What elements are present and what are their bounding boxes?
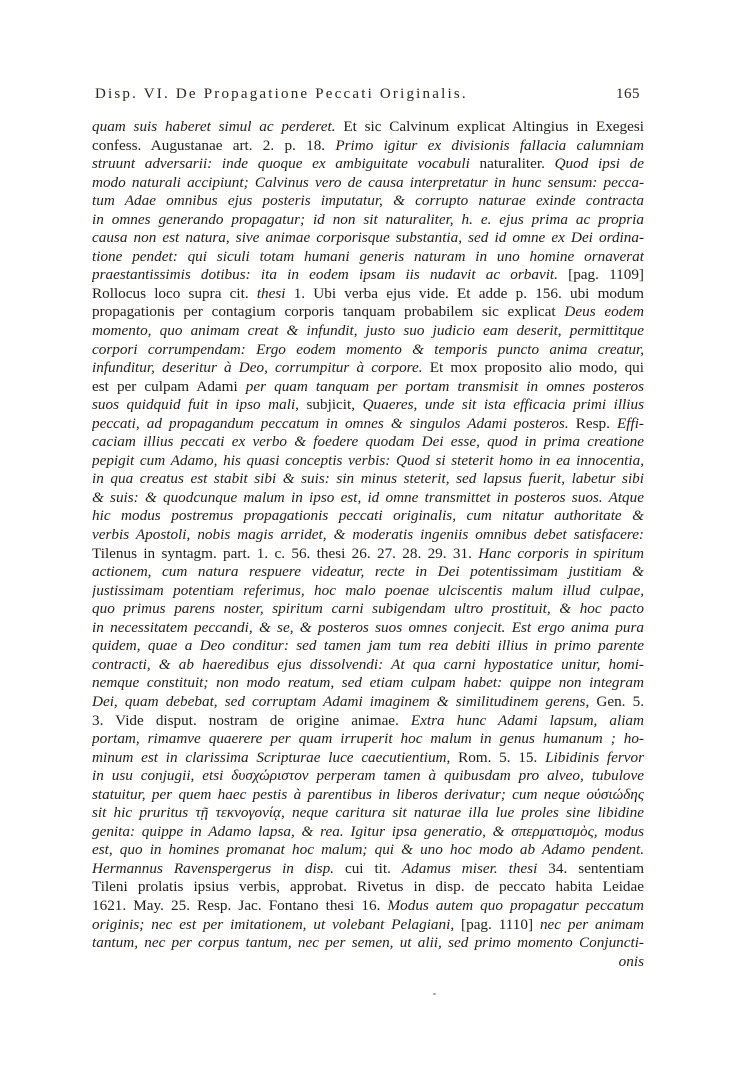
italic-segment: tantum, nec per corpus tantum, nec per semen, ut alii, sed primo momento Conjuncti-: [92, 934, 644, 952]
roman-segment: naturaliter.: [469, 155, 555, 173]
running-head-title: Disp. VI. De Propagatione Peccati Originalis.: [95, 86, 468, 102]
text-line: [92, 192, 644, 211]
text-line: [92, 359, 644, 378]
italic-segment: sit hic pruritus τῇ τεκνογονίᾳ, neque caritura sit naturae illa lue proles sine libidine: [92, 804, 644, 822]
italic-segment: in necessitatem peccandi, & se, & posteros suos omnes conjecit. Est ergo anima pura: [92, 618, 644, 636]
italic-segment: peccati, ad propagandum peccatum in omnes & singulos Adami posteros.: [92, 414, 569, 432]
text-line: [92, 637, 644, 656]
italic-segment: Modus autem quo propagatur peccatum: [387, 896, 644, 914]
text-line: [92, 712, 644, 731]
text-line: [92, 878, 644, 897]
roman-segment: Et sic Calvinum explicat Altingius in Exegesi: [335, 118, 644, 135]
italic-segment: justissimam potentiam referimus, hoc malo poenae ulciscentis malum illud culpae,: [92, 581, 644, 599]
italic-segment: verbis Apostoli, nobis magis arridet, & moderatis ingeniis omnibus debet satisfacere:: [92, 526, 644, 544]
body-text: [92, 118, 644, 971]
italic-segment: Quod ipsi de: [554, 155, 644, 173]
text-line: [92, 526, 644, 545]
roman-segment: Gen. 5.: [589, 692, 644, 710]
italic-segment: quam suis haberet simul ac perderet.: [92, 118, 336, 135]
page-number: 165: [616, 86, 640, 102]
italic-segment: Libidinis fervor: [545, 748, 644, 766]
italic-segment: struunt adversarii: inde quoque ex ambiguitate vocabuli: [92, 155, 470, 173]
italic-segment: & suis: & quodcunque malum in ipso est, id omne transmittet in posteros suos. Atque: [92, 488, 644, 506]
roman-segment: Tilenus in syntagm. part. 1. c. 56. thesi 26. 27. 28. 29. 31.: [92, 544, 479, 562]
italic-segment: praestantissimis dotibus: ita in eodem ipsam iis nudavit ac orbavit.: [92, 266, 558, 284]
text-line: [92, 211, 644, 230]
italic-segment: causa non est natura, sive animae corporisque substantia, sed id omne ex Dei ordina-: [92, 229, 644, 247]
text-line: [92, 934, 644, 953]
text-line: [92, 489, 644, 508]
italic-segment: nemque constituit; non modo reatum, sed etiam culpam habet: quippe non integram: [92, 674, 644, 692]
text-line: [92, 229, 644, 248]
italic-segment: hic modus postremus propagationis peccati originalis, cum nitatur authoritate &: [92, 507, 644, 525]
text-line: [92, 174, 644, 193]
italic-segment: Hermannus Ravenspergerus in disp.: [92, 859, 334, 877]
roman-segment: [pag. 1109]: [557, 266, 644, 284]
text-line: [92, 266, 644, 285]
italic-segment: Deus eodem: [564, 303, 644, 321]
italic-segment: tione pendet: qui siculi totam humani generis naturam in uno homine ornaverat: [92, 247, 644, 265]
italic-segment: genita: quippe in Adamo lapsa, & rea. Igitur ipsa generatio, & σπερματισμὸς, modus: [92, 822, 644, 840]
text-line: [92, 341, 644, 360]
italic-segment: pepigit cum Adamo, his quasi conceptis verbis: Quod si steterit homo in ea innocentia,: [92, 451, 644, 469]
text-line: [92, 786, 644, 805]
italic-segment: quo primus parens noster, spiritum carni subigendam ultro prostituit, & hoc pacto: [92, 600, 644, 618]
roman-segment: Tileni prolatis ipsius verbis, approbat. Rivetus in disp. de peccato habita Leidae: [92, 878, 644, 896]
italic-segment: corpori corrumpendam: Ergo eodem momento & temporis puncto anima creatur,: [92, 340, 644, 358]
italic-segment: originis; nec est per imitationem, ut volebant Pelagiani,: [92, 915, 455, 933]
text-line: [92, 823, 644, 842]
italic-segment: Adamus miser. thesi: [401, 859, 538, 877]
text-line: [92, 248, 644, 267]
italic-segment: Effi-: [617, 414, 644, 432]
italic-segment: infunditur, deseritur à Deo, corrumpitur à corpore.: [92, 359, 423, 377]
text-line: [92, 916, 644, 935]
italic-segment: caciam illius peccati ex verbo & foedere quodam Dei esse, quod in prima creatione: [92, 433, 644, 451]
text-line: [92, 545, 644, 564]
italic-segment: actionem, cum natura respuere videatur, recte in Dei potentissimam justitiam &: [92, 563, 644, 581]
text-line: [92, 600, 644, 619]
text-line: [92, 452, 644, 471]
text-line: [92, 433, 644, 452]
roman-segment: Rom. 5. 15.: [450, 748, 546, 766]
text-line: [92, 378, 644, 397]
italic-segment: momento, quo animam creat & infundit, justo suo judicio eam deserit, permittitque: [92, 322, 644, 340]
italic-segment: per quam tanquam per portam transmisit in omnes posteros: [245, 377, 644, 395]
text-line: [92, 582, 644, 601]
text-line: [92, 656, 644, 675]
roman-segment: subjicit,: [298, 396, 363, 414]
italic-segment: contracti, & ab haeredibus ejus dissolvendi: At qua carni hypostatice unitur, homi-: [92, 655, 644, 673]
italic-segment: in omnes generando propagatur; id non sit naturaliter, h. e. ejus prima ac propria: [92, 210, 644, 228]
text-line: [92, 507, 644, 526]
roman-segment: Rollocus loco supra cit.: [92, 284, 257, 302]
text-line: [92, 730, 644, 749]
italic-segment: Extra hunc Adami lapsum, aliam: [410, 711, 644, 729]
roman-segment: propagationis per contagium corporis tanquam probabilem sic explicat: [92, 303, 565, 321]
text-line: [92, 860, 644, 879]
ink-speck: [433, 993, 436, 995]
roman-segment: est per culpam Adami: [92, 377, 246, 395]
italic-segment: tum Adae omnibus ejus posteris imputatur, & corrupto naturae exinde contracta: [92, 192, 644, 210]
italic-segment: nec per animam: [539, 915, 644, 933]
text-line: [92, 285, 644, 304]
italic-segment: onis: [618, 952, 644, 970]
text-line: [92, 897, 644, 916]
text-line: [92, 303, 644, 322]
text-line: [92, 674, 644, 693]
text-line: [92, 749, 644, 768]
roman-segment: 3. Vide disput. nostram de origine animae.: [92, 711, 411, 729]
roman-segment: Et mox proposito alio modo, qui: [422, 359, 644, 377]
text-line: [92, 563, 644, 582]
text-line: [92, 396, 644, 415]
italic-segment: statuitur, per quem haec pestis à parentibus in liberos derivatur; cum neque οὐσιώδης: [92, 785, 644, 803]
roman-segment: 1621. May. 25. Resp. Jac. Fontano thesi 16.: [92, 896, 388, 914]
text-line: [92, 767, 644, 786]
italic-segment: Dei, quam debebat, sed corruptam Adami imaginem & similitudinem gerens,: [92, 692, 590, 710]
italic-segment: Primo igitur ex divisionis fallacia calumniam: [335, 136, 644, 154]
italic-segment: est, quo in homines promanat hoc malum; qui & uno hoc modo ab Adamo pendent.: [92, 841, 644, 859]
italic-segment: in qua creatus est stabit sibi & suis: sin minus steterit, sed lapsus fuerit, labetur sibi: [92, 470, 644, 488]
text-line: [92, 470, 644, 489]
roman-segment: 34. sententiam: [537, 859, 644, 877]
text-line: [92, 693, 644, 712]
italic-segment: thesi: [256, 284, 286, 302]
italic-segment: Quaeres, unde sit ista efficacia primi illius: [362, 396, 644, 414]
text-line: [92, 155, 644, 174]
text-line: [92, 841, 644, 860]
text-line: [92, 804, 644, 823]
roman-segment: 1. Ubi verba ejus vide. Et adde p. 156. ubi modum: [285, 284, 644, 302]
text-line: [92, 953, 644, 972]
text-line: [92, 415, 644, 434]
italic-segment: in usu conjugii, etsi δυσχώριστον perperam tamen à quibusdam pro alveo, tubulove: [92, 767, 644, 785]
italic-segment: modo naturali accipiunt; Calvinus vero de causa interpretatur in hunc sensum: pecca-: [92, 173, 644, 191]
roman-segment: confess. Augustanae art. 2. p. 18.: [92, 136, 336, 154]
roman-segment: Resp.: [568, 414, 617, 432]
italic-segment: Hanc corporis in spiritum: [478, 544, 644, 562]
italic-segment: portam, rimamve quaerere per quam irruperit hoc malum in genus humanum ; ho-: [92, 730, 644, 748]
italic-segment: minum est in clarissima Scripturae luce caecutientium,: [92, 748, 451, 766]
italic-segment: quidem, quae a Deo conditur: sed tamen jam tum rea debiti illius in primo parente: [92, 637, 644, 655]
roman-segment: [pag. 1110]: [454, 915, 540, 933]
italic-segment: suos quidquid fuit in ipso mali,: [92, 396, 299, 414]
text-line: [92, 137, 644, 156]
roman-segment: cui tit.: [333, 859, 402, 877]
text-line: [92, 322, 644, 341]
running-head: [95, 86, 640, 106]
text-line: [92, 619, 644, 638]
text-line: [92, 118, 644, 137]
